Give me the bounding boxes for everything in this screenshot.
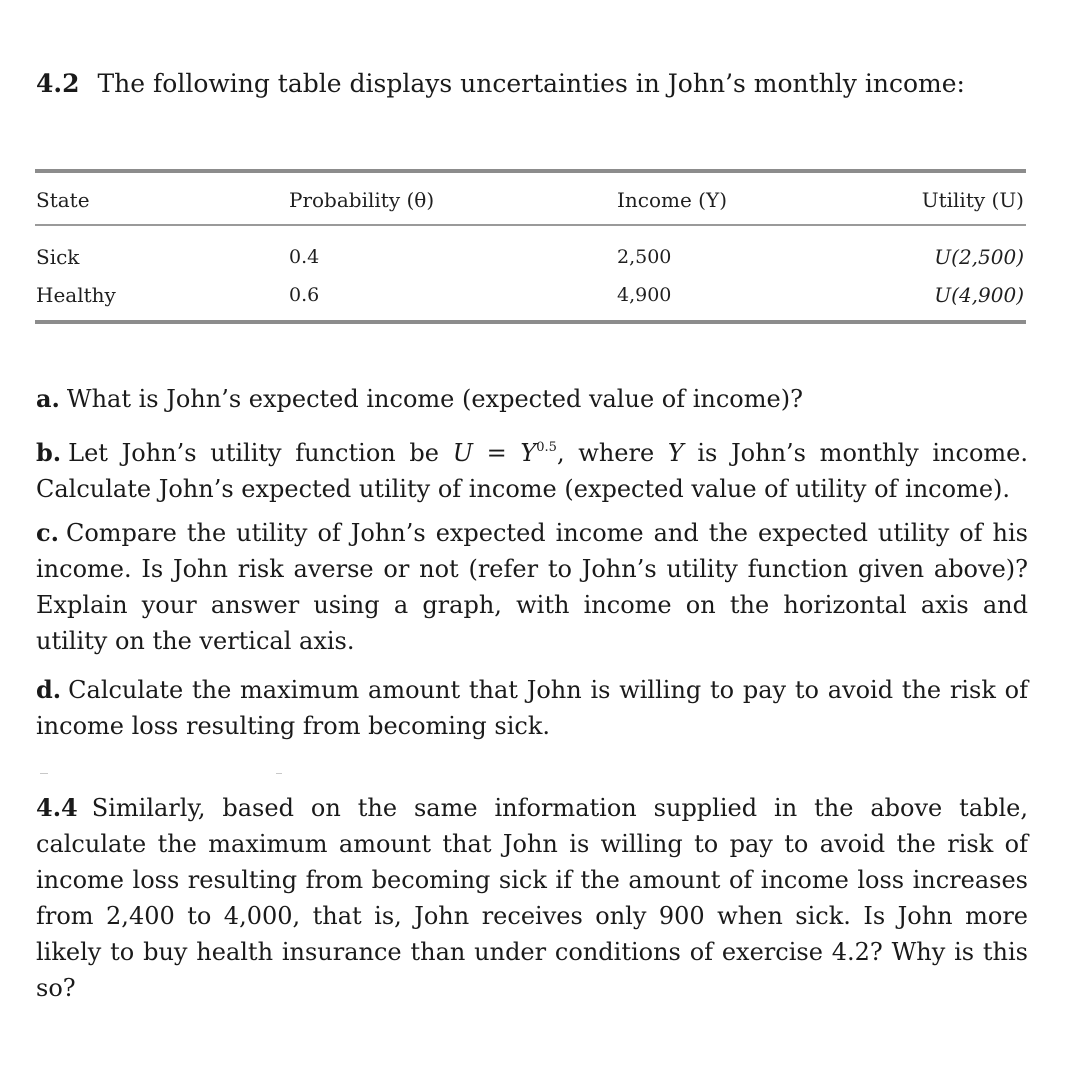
exercise-4-4 — [36, 790, 1028, 1006]
exercise-4-4-text: Similarly, based on the same information supplied in the above table, calculate the maximum amount that John is willing to pay to avoid the risk of income loss resulting from becoming sick if the amount of income loss increases from 2,400 to 4,000, that is, John receives only 900 when sick. Is John more likely to buy health insurance than under conditions of exercise 4.2? Why is this so? — [36, 794, 1028, 1002]
header-probability: Probability (θ) — [289, 188, 435, 212]
question-c — [36, 515, 1028, 659]
question-d-text: Calculate the maximum amount that John is willing to pay to avoid the risk of income loss resulting from becoming sick. — [36, 676, 1028, 740]
row-healthy-income: 4,900 — [617, 284, 672, 306]
row-sick-probability: 0.4 — [289, 246, 320, 268]
question-b-text-before: Let John’s utility function be — [68, 439, 453, 467]
table-header-rule — [35, 224, 1026, 226]
question-d — [36, 672, 1028, 744]
question-b-letter: b. — [36, 438, 62, 467]
question-a — [36, 381, 1028, 417]
question-c-text: Compare the utility of John’s expected income and the expected utility of his income. Is John risk averse or not (refer to John’s utility function given above)? Explain your answer using a graph, with income on the horizontal axis and utility on the vertical axis. — [36, 519, 1028, 655]
row-healthy-utility: U(4,900) — [934, 283, 1024, 307]
formula-y: Y — [520, 439, 537, 467]
exercise-4-4-number: 4.4 — [36, 793, 78, 822]
exercise-4-2-heading — [36, 66, 965, 102]
question-c-letter: c. — [36, 518, 59, 547]
exercise-intro: The following table displays uncertainties in John’s monthly income: — [97, 69, 965, 98]
faint-mark-left — [40, 773, 48, 774]
formula-equals: = — [472, 439, 521, 467]
row-healthy-state: Healthy — [36, 283, 116, 307]
table-bottom-rule — [35, 320, 1026, 324]
faint-mark-right — [276, 773, 282, 774]
row-sick-utility: U(2,500) — [934, 245, 1024, 269]
exercise-number: 4.2 — [36, 69, 80, 98]
question-b — [36, 430, 1028, 507]
question-b-text-after: , where — [556, 439, 668, 467]
variable-y: Y — [667, 439, 684, 467]
question-b-text-end: is John’s monthly income. Calculate John’s expected utility of income (expected value of utility of income). — [36, 439, 1028, 503]
formula-exponent: 0.5 — [536, 440, 557, 455]
question-a-text: What is John’s expected income (expected value of income)? — [66, 385, 803, 413]
question-d-letter: d. — [36, 675, 62, 704]
row-sick-state: Sick — [36, 245, 80, 269]
question-a-letter: a. — [36, 384, 60, 413]
header-state: State — [36, 188, 90, 212]
row-sick-income: 2,500 — [617, 246, 672, 268]
row-healthy-probability: 0.6 — [289, 284, 320, 306]
header-income: Income (Y) — [617, 188, 727, 212]
header-utility: Utility (U) — [921, 188, 1024, 212]
table-top-rule — [35, 169, 1026, 173]
formula-u: U — [452, 439, 473, 467]
